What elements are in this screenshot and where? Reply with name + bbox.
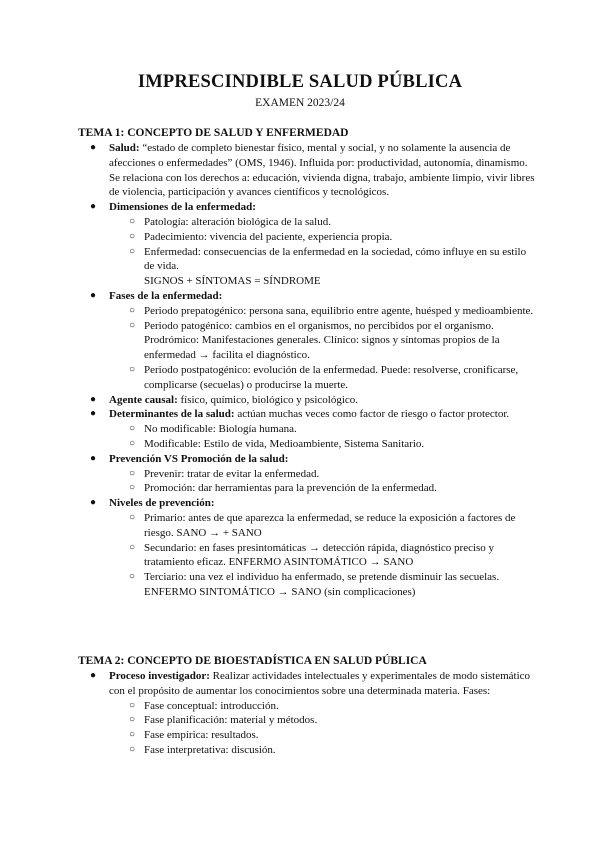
document-title: IMPRESCINDIBLE SALUD PÚBLICA — [137, 72, 463, 92]
fases-label: Fases de la enfermedad: — [109, 289, 223, 302]
circle-bullet-icon: ○ — [129, 245, 136, 257]
niveles-label: Niveles de prevención: — [109, 497, 215, 510]
dimensiones-label: Dimensiones de la enfermedad: — [109, 201, 256, 214]
list-item-prevencion — [78, 452, 538, 467]
circle-bullet-icon: ○ — [129, 714, 136, 726]
sublist-item: ○ Modificable: Estilo de vida, Medioambiente, Sistema Sanitario. — [129, 437, 425, 450]
bullet-icon: ● — [90, 408, 97, 420]
sublist-item: ○ Fase interpretativa: discusión. — [129, 743, 276, 756]
circle-bullet-icon: ○ — [129, 482, 136, 494]
circle-bullet-icon: ○ — [129, 363, 136, 375]
circle-bullet-icon: ○ — [129, 511, 136, 523]
circle-bullet-icon: ○ — [129, 743, 136, 755]
prevencion-label: Prevención VS Promoción de la salud: — [109, 452, 289, 465]
circle-bullet-icon: ○ — [129, 230, 136, 242]
determinantes-label: Determinantes de la salud: — [109, 408, 235, 421]
proceso-label: Proceso investigador: — [109, 670, 210, 682]
dimensiones-note: SIGNOS + SÍNTOMAS = SÍNDROME — [144, 275, 321, 288]
sublist-item: ○ Patología: alteración biológica de la salud. — [129, 215, 331, 228]
tema1-list — [78, 141, 538, 600]
determinantes-text: actúan muchas veces como factor de riesgo o factor protector. — [234, 408, 510, 421]
list-item-niveles — [78, 496, 538, 511]
circle-bullet-icon: ○ — [129, 437, 136, 449]
sublist-item: ○ Periodo postpatogénico: evolución de la enfermedad. Puede: resolverse, cronificarse, complicarse (secuelas) o producirse la muerte. — [129, 363, 519, 391]
bullet-icon: ● — [90, 670, 97, 681]
tema2-list — [78, 669, 538, 758]
agente-label: Agente causal: — [109, 393, 178, 406]
list-item-agente — [78, 393, 538, 408]
list-item-determinantes — [78, 407, 538, 422]
tema2-title: TEMA 2: CONCEPTO DE BIOESTADÍSTICA EN SALUD PÚBLICA — [78, 655, 427, 667]
sublist-item: ○ Fase empírica: resultados. — [129, 729, 259, 742]
tema1-title: TEMA 1: CONCEPTO DE SALUD Y ENFERMEDAD — [78, 127, 349, 139]
sublist-item: ○ Periodo prepatogénico: persona sana, equilibrio entre agente, huésped y medioambiente. — [129, 304, 534, 317]
sublist-item: ○ Padecimiento: vivencia del paciente, experiencia propia. — [129, 230, 393, 243]
sublist-item: ○ Periodo patogénico: cambios en el organismos, no percibidos por el organismo. Prodrómico: Manifestaciones generales. Clínico: signos y síntomas propios de la enfermedad → facilita el diagnóstico. — [129, 319, 500, 362]
bullet-icon: ● — [90, 201, 97, 213]
circle-bullet-icon: ○ — [129, 571, 136, 583]
bullet-icon: ● — [90, 289, 97, 301]
salud-label: Salud: — [109, 142, 140, 154]
bullet-icon: ● — [90, 497, 97, 509]
list-item-salud — [78, 141, 538, 200]
circle-bullet-icon: ○ — [129, 423, 136, 435]
agente-text: físico, químico, biológico y psicológico. — [177, 393, 359, 406]
circle-bullet-icon: ○ — [129, 319, 136, 331]
circle-bullet-icon: ○ — [129, 729, 136, 741]
tema2-section — [78, 654, 538, 758]
salud-text: “estado de completo bienestar físico, mental y social, y no solamente la ausencia de afecciones o enfermedades” (OMS, 1946). Influida por: productividad, autonomía, dinamismo. — [109, 142, 528, 169]
sublist-item: ○ Secundario: en fases presintomáticas → detección rápida, diagnóstico preciso y tratamiento eficaz. ENFERMO ASINTOMÁTICO → SANO — [129, 541, 495, 569]
bullet-icon: ● — [90, 452, 97, 464]
sublist-item: ○ No modificable: Biología humana. — [129, 423, 297, 436]
sublist-item: ○ Terciario: una vez el individuo ha enfermado, se pretende disminuir las secuelas. ENFERMO SINTOMÁTICO → SANO (sin complicaciones) — [129, 571, 500, 598]
circle-bullet-icon: ○ — [129, 699, 136, 711]
tema1-section — [78, 126, 538, 600]
bullet-icon: ● — [90, 393, 97, 405]
sublist-item: ○ Enfermedad: consecuencias de la enfermedad en la sociedad, cómo influye en su estilo de vida. — [129, 245, 527, 273]
list-item-proceso — [78, 669, 538, 699]
sublist-item: ○ Promoción: dar herramientas para la prevención de la enfermedad. — [129, 482, 437, 495]
sublist-item: ○ Prevenir: tratar de evitar la enfermedad. — [129, 467, 320, 480]
list-item-fases — [78, 289, 538, 304]
sublist-item: ○ Fase conceptual: introducción. — [129, 699, 279, 712]
list-item-dimensiones — [78, 200, 538, 215]
sublist-item: ○ Fase planificación: material y métodos. — [129, 714, 318, 727]
circle-bullet-icon: ○ — [129, 215, 136, 227]
bullet-icon: ● — [90, 142, 97, 153]
sublist-item: ○ Primario: antes de que aparezca la enfermedad, se reduce la exposición a factores de riesgo. SANO → + SANO — [129, 511, 516, 539]
circle-bullet-icon: ○ — [129, 467, 136, 479]
circle-bullet-icon: ○ — [129, 541, 136, 553]
proceso-text: Realizar actividades intelectuales y experimentales de modo sistemático con el propósito de aumentar los conocimientos sobre una determinada materia. Fases: — [109, 670, 531, 697]
document-subtitle: EXAMEN 2023/24 — [255, 97, 345, 109]
salud-extra: Se relaciona con los derechos a: educación, vivienda digna, trabajo, ambiente limpio, vivir libres de violencia, participación y avances científicos y tecnológicos. — [109, 171, 535, 199]
circle-bullet-icon: ○ — [129, 304, 136, 316]
